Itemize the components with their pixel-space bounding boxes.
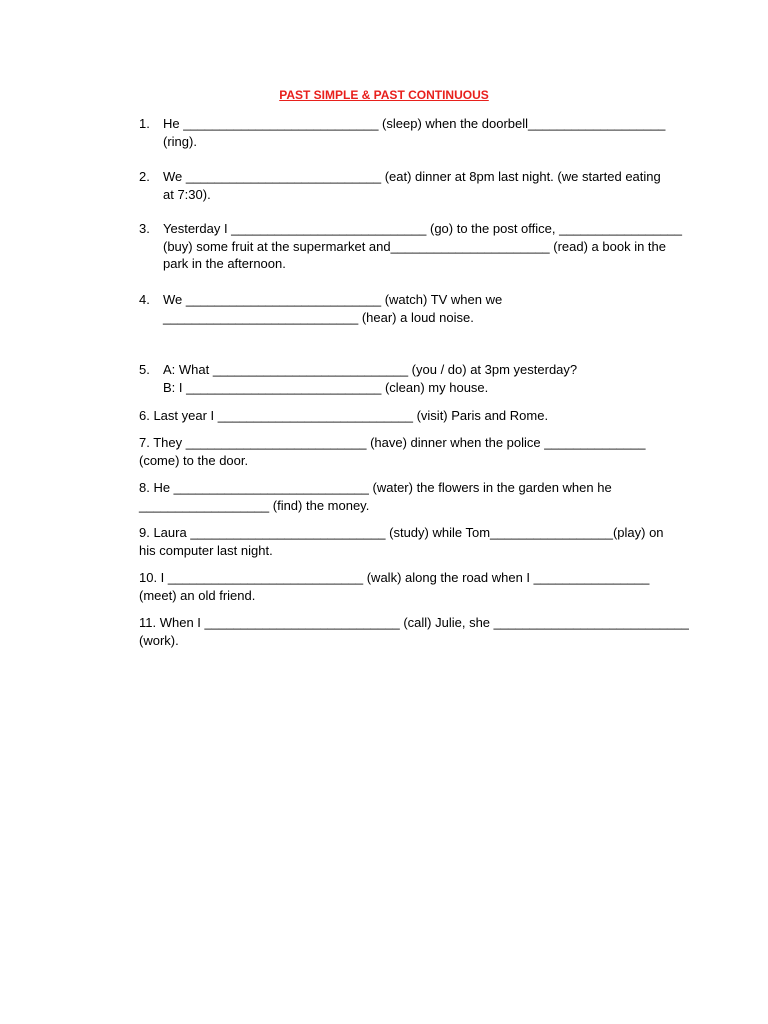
item-line: 8. He ___________________________ (water) the flowers in the garden when he <box>139 480 612 495</box>
item-number: 2. <box>139 169 150 184</box>
item-number: 1. <box>139 116 150 131</box>
exercise-item-4 <box>139 291 659 326</box>
item-number: 4. <box>139 292 150 307</box>
item-line: We ___________________________ (watch) TV when we <box>163 292 503 307</box>
item-line: 9. Laura ___________________________ (study) while Tom_________________(play) on <box>139 525 664 540</box>
item-line: (ring). <box>163 133 197 149</box>
item-line: (buy) some fruit at the supermarket and______________________ (read) a book in the <box>163 238 667 254</box>
item-line: We ___________________________ (eat) dinner at 8pm last night. (we started eating <box>163 169 661 184</box>
exercise-item-9 <box>139 524 664 559</box>
item-line: A: What ___________________________ (you / do) at 3pm yesterday? <box>163 362 578 377</box>
exercise-item-2 <box>139 168 659 203</box>
exercise-item-10 <box>139 569 659 604</box>
item-line: B: I ___________________________ (clean) my house. <box>163 379 489 395</box>
item-line: He ___________________________ (sleep) when the doorbell___________________ <box>163 116 666 131</box>
exercise-item-6 <box>139 407 659 425</box>
exercise-item-3 <box>139 220 683 273</box>
item-number: 3. <box>139 221 150 236</box>
exercise-item-11 <box>139 614 689 649</box>
item-line: Yesterday I ___________________________ (go) to the post office, _________________ <box>163 221 683 236</box>
item-line: 10. I ___________________________ (walk) along the road when I ________________ <box>139 570 650 585</box>
exercise-item-5 <box>139 361 659 396</box>
exercise-item-8 <box>139 479 659 514</box>
item-number: 5. <box>139 362 150 377</box>
item-line: (meet) an old friend. <box>139 587 256 603</box>
item-line: his computer last night. <box>139 542 273 558</box>
item-line: ___________________________ (hear) a loud noise. <box>163 309 474 325</box>
exercise-item-7 <box>139 434 659 469</box>
item-line: (work). <box>139 632 179 648</box>
item-line: __________________ (find) the money. <box>139 497 370 513</box>
item-line: at 7:30). <box>163 186 211 202</box>
item-line: (come) to the door. <box>139 452 249 468</box>
item-line: 11. When I ___________________________ (call) Julie, she ___________________________ <box>139 615 689 630</box>
item-line: 7. They _________________________ (have) dinner when the police ______________ <box>139 435 646 450</box>
item-line: park in the afternoon. <box>163 256 286 272</box>
exercise-item-1 <box>139 115 666 150</box>
page-title: PAST SIMPLE & PAST CONTINUOUS <box>279 88 489 102</box>
item-line: 6. Last year I ___________________________ (visit) Paris and Rome. <box>139 408 549 423</box>
